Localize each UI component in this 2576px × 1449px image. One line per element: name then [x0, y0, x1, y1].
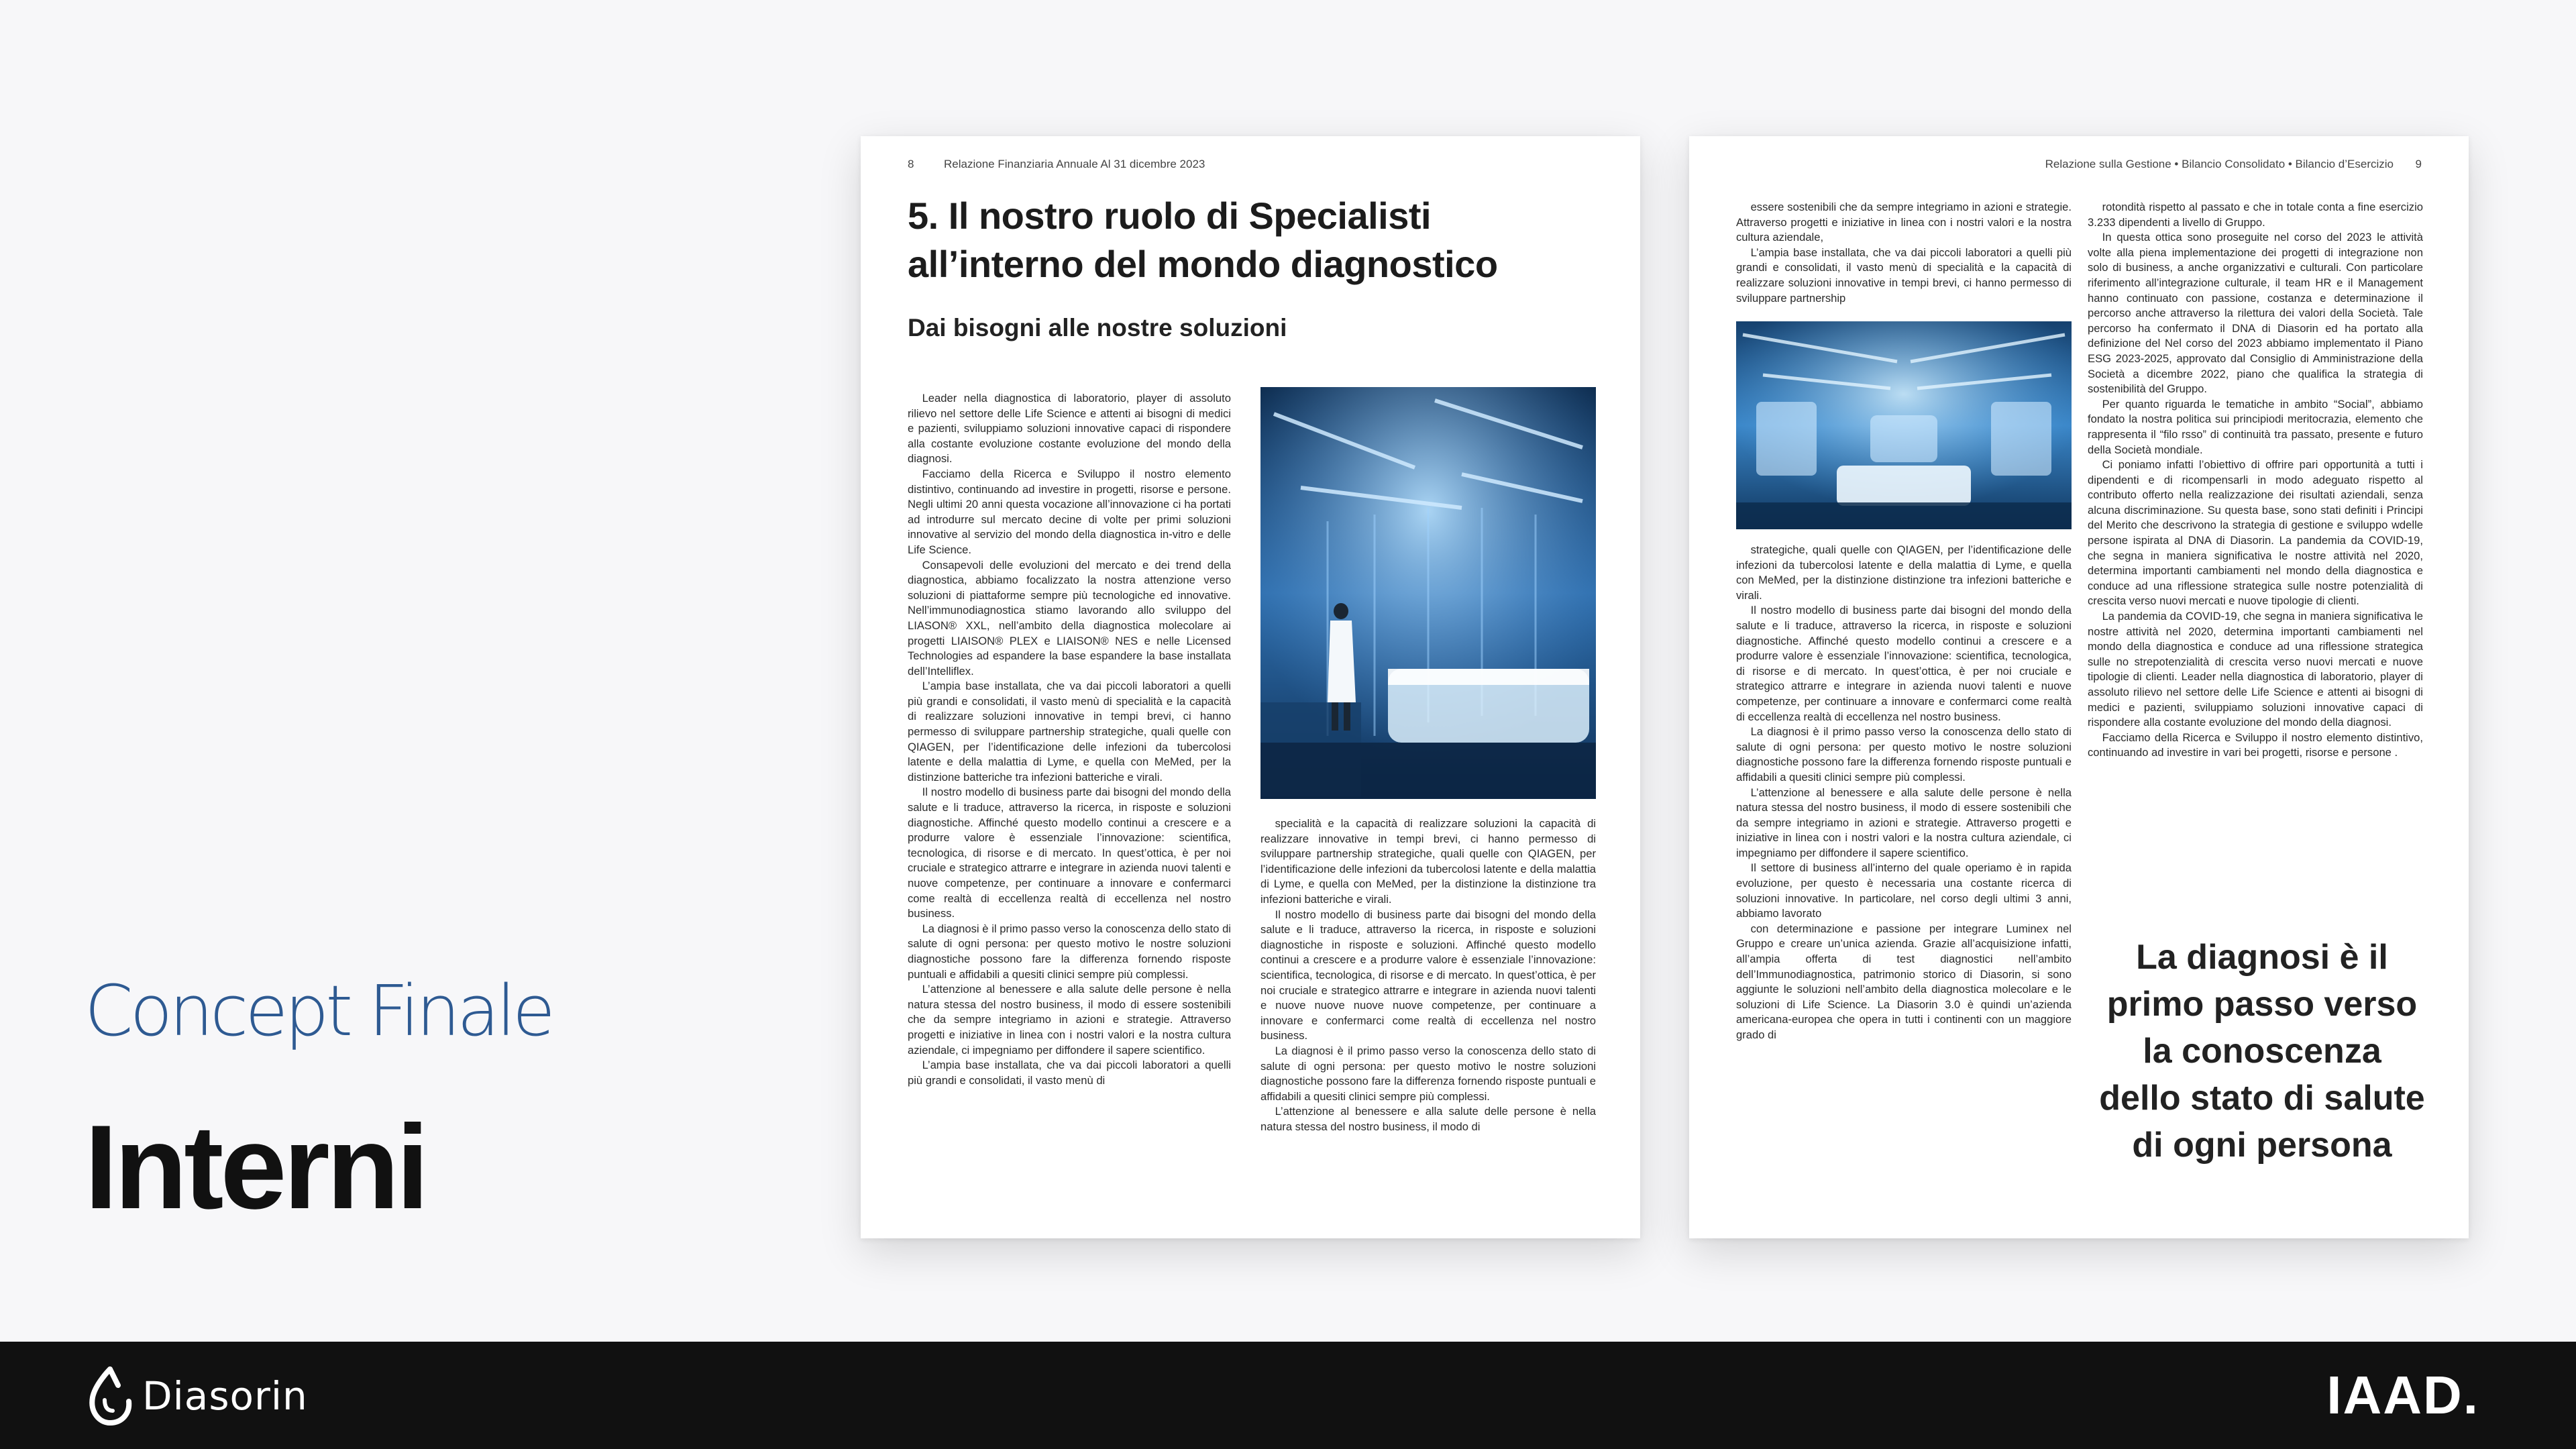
body-paragraph: L’attenzione al benessere e alla salute delle persone è nella natura stessa del nostro business, il modo di essere sostenibili che da sempre integriamo in azioni e strategie. Attraverso progetti e iniziative in linea con i nostri valori e la nostra cultura aziendale, ci impegniamo per diffondere il sapere scientifico.	[908, 983, 1231, 1057]
body-paragraph: strategiche, quali quelle con QIAGEN, per l’identificazione delle infezioni da tubercolosi latente e della malattia di Lyme, e quella con MeMed, per la distinzione distinzione tra infezioni batteriche e virali.	[1736, 543, 2072, 602]
body-paragraph: Consapevoli delle evoluzioni del mercato e dei trend della diagnostica, abbiamo focalizzato la nostra attenzione verso soluzioni di piattaforme sempre più tecnologiche ed innovative. Nell’immunodiagnostica stiamo lavorando allo sviluppo del LIASON® XXL, nell’ambito della diagnostica molecolare ai progetti LIAISON® PLEX e LIAISON® NES e nelle Licensed Technologies ad espandere la base espandere la base installata dell’Intelliflex.	[908, 558, 1231, 678]
body-paragraph: rotondità rispetto al passato e che in totale conta a fine esercizio 3.233 dipendenti a livello di Gruppo.	[2088, 201, 2423, 229]
text-column-2	[2088, 200, 2423, 911]
body-paragraph: L’attenzione al benessere e alla salute delle persone è nella natura stessa del nostro business, il modo di	[1260, 1105, 1596, 1133]
body-paragraph: Ci poniamo infatti l’obiettivo di offrire pari opportunità a tutti i dipendenti e di ricompensarli in modo adeguato rispetto al contributo offerto nella realizzazione dei risultati aziendali, senza alcuna discriminazione. Su questa base, sono stati definiti i Principi del Merito che descrivono la strategia di gestione e sviluppo wdelle persone ispirata al DNA di Diasorin. La pandemia da COVID-19, che segna in maniera significativa le nostre attività nel 2020, determina importanti cambiamenti nel mondo della diagnostica e conduce ad una riflessione strategica sulle nostre potenzialità di crescita verso nuovi mercati e nuove tipologie di clienti.	[2088, 458, 2423, 608]
diasorin-logo	[85, 1365, 308, 1427]
brand-name: Diasorin	[142, 1373, 308, 1419]
drop-icon	[85, 1365, 136, 1427]
agency-logo: IAAD.	[2326, 1365, 2479, 1425]
lab-photo	[1736, 321, 2072, 529]
text-column-1-bottom	[1736, 543, 2072, 1228]
body-paragraph: essere sostenibili che da sempre integriamo in azioni e strategie. Attraverso progetti e iniziative in linea con i nostri valori e la nostra cultura aziendale,	[1736, 201, 2072, 244]
body-paragraph: La diagnosi è il primo passo verso la conoscenza dello stato di salute di ogni persona: per questo motivo le nostre soluzioni diagnostiche possono fare la differenza fornendo risposte puntuali e affidabili a quesiti clinici sempre più complessi.	[1736, 725, 2072, 784]
pull-quote-line: La diagnosi è il	[2136, 938, 2388, 977]
lab-photo-illustration	[1736, 321, 2072, 529]
text-column-1-top	[1736, 200, 2072, 305]
concept-label: Concept Finale	[85, 970, 552, 1052]
body-paragraph: Il nostro modello di business parte dai bisogni del mondo della salute e li traduce, attraverso la ricerca, in risposte e soluzioni diagnostiche in risposte e soluzioni. Affinché questo modello continui a crescere e a produrre valore è essenziale l’innovazione: scientifica, tecnologica, di risorse e di mercato. In quest’ottica, è per noi cruciale e strategico attrarre e integrare in azienda nuovi talenti e nuove nuove nuove nuove competenze, per continuare a innovare e confermarci come realtà di eccellenza nel nostro business.	[1260, 908, 1596, 1042]
pull-quote	[2088, 934, 2436, 1169]
lab-photo-illustration	[1260, 387, 1596, 799]
body-paragraph: Il settore di business all’interno del quale operiamo è in rapida evoluzione, per questo è necessaria una costante ricerca di soluzioni innovative. In particolare, nel corso degli ultimi 3 anni, abbiamo lavorato	[1736, 861, 2072, 920]
running-header: Relazione Finanziaria Annuale Al 31 dicembre 2023	[944, 158, 1205, 170]
chapter-title-line: all’interno del mondo diagnostico	[908, 243, 1498, 285]
body-paragraph: La diagnosi è il primo passo verso la conoscenza dello stato di salute di ogni persona: per questo motivo le nostre soluzioni diagnostiche possono fare la differenza fornendo risposte puntuali e affidabili a quesiti clinici sempre più complessi.	[908, 922, 1231, 981]
page-right	[1689, 136, 2469, 1238]
footer-bar	[0, 1342, 2576, 1449]
chapter-title	[908, 192, 1605, 288]
text-column-1	[908, 391, 1231, 1226]
body-paragraph: Il nostro modello di business parte dai bisogni del mondo della salute e li traduce, attraverso la ricerca, in risposte e soluzioni diagnostiche. Affinché questo modello continui a crescere e a produrre valore è essenziale l’innovazione: scientifica, tecnologica, di risorse e di mercato. In quest’ottica, è per noi cruciale e strategico attrarre e integrare in azienda nuovi talenti e nuove competenze, per continuare a innovare e confermarci come realtà di eccellenza realtà di eccellenza nel nostro business.	[908, 786, 1231, 920]
pull-quote-line: primo passo verso	[2106, 985, 2418, 1024]
page-left	[861, 136, 1640, 1238]
running-header: Relazione sulla Gestione • Bilancio Consolidato • Bilancio d’Esercizio	[2045, 158, 2394, 170]
page-number: 8	[908, 158, 914, 170]
section-title: Interni	[85, 1100, 426, 1234]
body-paragraph: Per quanto riguarda le tematiche in ambito “Social”, abbiamo fondato la nostra politica sui principiodi meritocrazia, elemento che rappresenta il “filo rsso” di continuità tra passato, presente e futuro della Società mondiale.	[2088, 397, 2423, 456]
body-paragraph: L’attenzione al benessere e alla salute delle persone è nella natura stessa del nostro business, il modo di essere sostenibili che da sempre integriamo in azioni e strategie. Attraverso progetti e iniziative in linea con i nostri valori e la nostra cultura aziendale, ci impegniamo per diffondere il sapere scientifico.	[1736, 786, 2072, 859]
body-paragraph: Il nostro modello di business parte dai bisogni del mondo della salute e li traduce, attraverso la ricerca, in risposte e soluzioni diagnostiche. Affinché questo modello continui a crescere e a produrre valore è essenziale l’innovazione: scientifica, tecnologica, di risorse e di mercato. In quest’ottica, è per noi cruciale e strategico attrarre e integrare in azienda nuovi talenti e nuove competenze, per continuare a innovare e confermarci come realtà di eccellenza realtà di eccellenza nel nostro business.	[1736, 604, 2072, 723]
pull-quote-line: di ogni persona	[2132, 1126, 2392, 1165]
body-paragraph: Facciamo della Ricerca e Sviluppo il nostro elemento distintivo, continuando ad investire in progetti, risorse e persone. Negli ultimi 20 anni questa vocazione all’innovazione ci ha portati ad introdurre sul mercato decine di volte per primi soluzioni innovative al servizio del mondo della diagnostica in-vitro e delle Life Science.	[908, 467, 1231, 556]
lab-photo	[1260, 387, 1596, 799]
body-paragraph: Facciamo della Ricerca e Sviluppo il nostro elemento distintivo, continuando ad investire in vari bei progetti, risorse e persone .	[2088, 731, 2423, 759]
body-paragraph: Leader nella diagnostica di laboratorio, player di assoluto rilievo nel settore delle Life Science e attenti ai bisogni di medici e pazienti, sviluppiamo soluzioni innovative capaci di rispondere alla costante evoluzione costante evoluzione del mondo della diagnosi.	[908, 392, 1231, 466]
body-paragraph: con determinazione e passione per integrare Luminex nel Gruppo e creare un’unica azienda. Grazie all’acquisizione infatti, all’ampia offerta di test diagnostici nell’ambito dell’Immunodiagnostica, patrimonio storico di Diasorin, si sono aggiunte le soluzioni nell’ambito della diagnostica molecolare e le soluzioni di Life Science. La Diasorin 3.0 è quindi un’azienda americana-europea che opera in tutti i continenti con un maggiore grado di	[1736, 922, 2072, 1041]
body-paragraph: La pandemia da COVID-19, che segna in maniera significativa le nostre attività nel 2020, determina importanti cambiamenti nel mondo della diagnostica e conduce ad una riflessione strategica sulle no strepotenzialità di crescita verso nuovi mercati e nuove tipologie di clienti. Leader nella diagnostica di laboratorio, player di assoluto rilievo nel settore delle Life Science e attenti ai bisogni di medici e pazienti, sviluppiamo soluzioni innovative capaci di rispondere alla costante evoluzione del mondo della diagnosi.	[2088, 610, 2423, 729]
body-paragraph: L’ampia base installata, che va dai piccoli laboratori a quelli più grandi e consolidati, il vasto menù di specialità e la capacità di realizzare soluzioni innovative in tempi brevi, ci hanno permesso di sviluppare partnership strategiche, quali quelle con QIAGEN, per l’identificazione delle infezioni da tubercolosi latente e della malattia di Lyme, e quella con MeMed, per la distinzione batteriche tra infezioni batteriche e virali.	[908, 680, 1231, 784]
chapter-subtitle: Dai bisogni alle nostre soluzioni	[908, 314, 1287, 341]
body-paragraph: In questa ottica sono proseguite nel corso del 2023 le attività volte alla piena implementazione dei progetti di integrazione non solo di business, a anche organizzativi e culturali. Con particolare riferimento all’integrazione culturale, il team HR e il Management hanno continuato con passione, costanza e determinazione il percorso anche attraverso la rilettura dei valori della Società. Tale percorso ha confermato il DNA di Diasorin ed ha portato alla definizione del Nel corso del 2023 abbiamo implementato il Piano ESG 2023-2025, approvato dal Consiglio di Amministrazione della Società a dicembre 2022, piano che qualifica la strategia di sostenibilità del Gruppo.	[2088, 231, 2423, 396]
body-paragraph: specialità e la capacità di realizzare soluzioni la capacità di realizzare innovative in tempi brevi, ci hanno permesso di sviluppare partnership strategiche, quali quelle con QIAGEN, per l’identificazione delle infezioni da tubercolosi latente e della malattia di Lyme, e quella con MeMed, per la distinzione la distinzione tra infezioni batteriche e virali.	[1260, 817, 1596, 906]
page-number: 9	[2415, 158, 2422, 170]
body-paragraph: L’ampia base installata, che va dai piccoli laboratori a quelli più grandi e consolidati, il vasto menù di specialità e la capacità di realizzare soluzioni innovative in tempi brevi, ci hanno permesso di sviluppare partnership	[1736, 246, 2072, 305]
pull-quote-line: la conoscenza	[2143, 1032, 2381, 1071]
body-paragraph: La diagnosi è il primo passo verso la conoscenza dello stato di salute di ogni persona: per questo motivo le nostre soluzioni diagnostiche possono fare la differenza fornendo risposte puntuali e affidabili a quesiti clinici sempre più complessi.	[1260, 1044, 1596, 1103]
slide-titles	[85, 970, 552, 1234]
body-paragraph: L’ampia base installata, che va dai piccoli laboratori a quelli più grandi e consolidati, il vasto menù di	[908, 1059, 1231, 1087]
text-column-2	[1260, 816, 1596, 1226]
chapter-title-line: 5. Il nostro ruolo di Specialisti	[908, 195, 1432, 237]
pull-quote-line: dello stato di salute	[2099, 1079, 2425, 1118]
